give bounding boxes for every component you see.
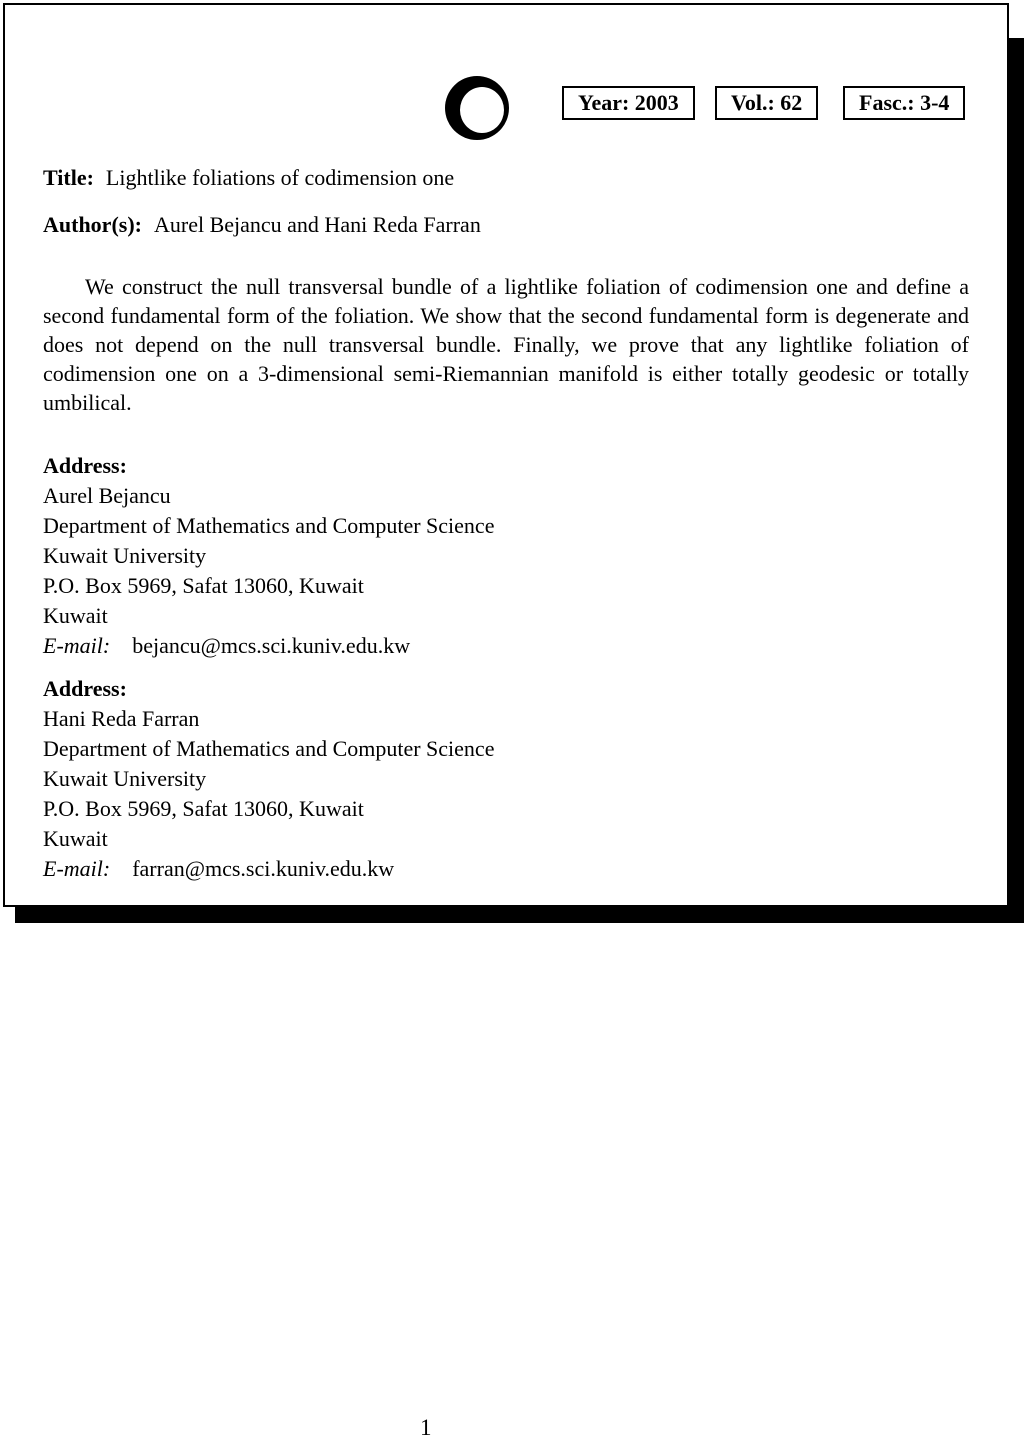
article-authors: Aurel Bejancu and Hani Reda Farran <box>154 212 481 237</box>
email-line <box>43 631 969 661</box>
author-line <box>43 210 969 240</box>
address-block-2 <box>43 674 969 884</box>
address-line: Department of Mathematics and Computer Science <box>43 736 495 761</box>
title-label: Title: <box>43 165 94 190</box>
frame-shadow-right <box>1009 38 1024 923</box>
address-line: Department of Mathematics and Computer Science <box>43 513 495 538</box>
article-content <box>5 5 1007 884</box>
address-label: Address: <box>43 453 127 478</box>
title-line <box>43 163 969 193</box>
abstract-frame <box>3 3 1009 907</box>
frame-shadow-bottom <box>15 907 1024 923</box>
abstract-text: We construct the null transversal bundle of a lightlike foliation of codimension one and define a second fundamental form of the foliation. We show that the second fundamental form is degenerate and does not depend on the null transversal bundle. Finally, we prove that any lightlike foliation of codimension one on a 3-dimensional semi-Riemannian manifold is either totally geodesic or totally umbilical. <box>43 274 969 415</box>
email-line <box>43 854 969 884</box>
address-block-1 <box>43 451 969 661</box>
volume-badge-label: Vol.: 62 <box>731 90 803 115</box>
address-line: Kuwait <box>43 603 108 628</box>
page-number: 1 <box>420 1415 432 1440</box>
address-line: Hani Reda Farran <box>43 706 200 731</box>
email-address: farran@mcs.sci.kuniv.edu.kw <box>132 856 395 881</box>
email-label: E-mail: <box>43 633 111 658</box>
authors-label: Author(s): <box>43 212 142 237</box>
address-line: Kuwait <box>43 826 108 851</box>
address-line: P.O. Box 5969, Safat 13060, Kuwait <box>43 573 364 598</box>
address-label: Address: <box>43 676 127 701</box>
address-line: P.O. Box 5969, Safat 13060, Kuwait <box>43 796 364 821</box>
email-label: E-mail: <box>43 856 111 881</box>
address-line: Kuwait University <box>43 766 207 791</box>
fascicle-badge-label: Fasc.: 3-4 <box>859 90 950 115</box>
year-badge-label: Year: 2003 <box>578 90 679 115</box>
article-title: Lightlike foliations of codimension one <box>105 165 455 190</box>
address-line: Aurel Bejancu <box>43 483 171 508</box>
address-line: Kuwait University <box>43 543 207 568</box>
email-address: bejancu@mcs.sci.kuniv.edu.kw <box>132 633 411 658</box>
